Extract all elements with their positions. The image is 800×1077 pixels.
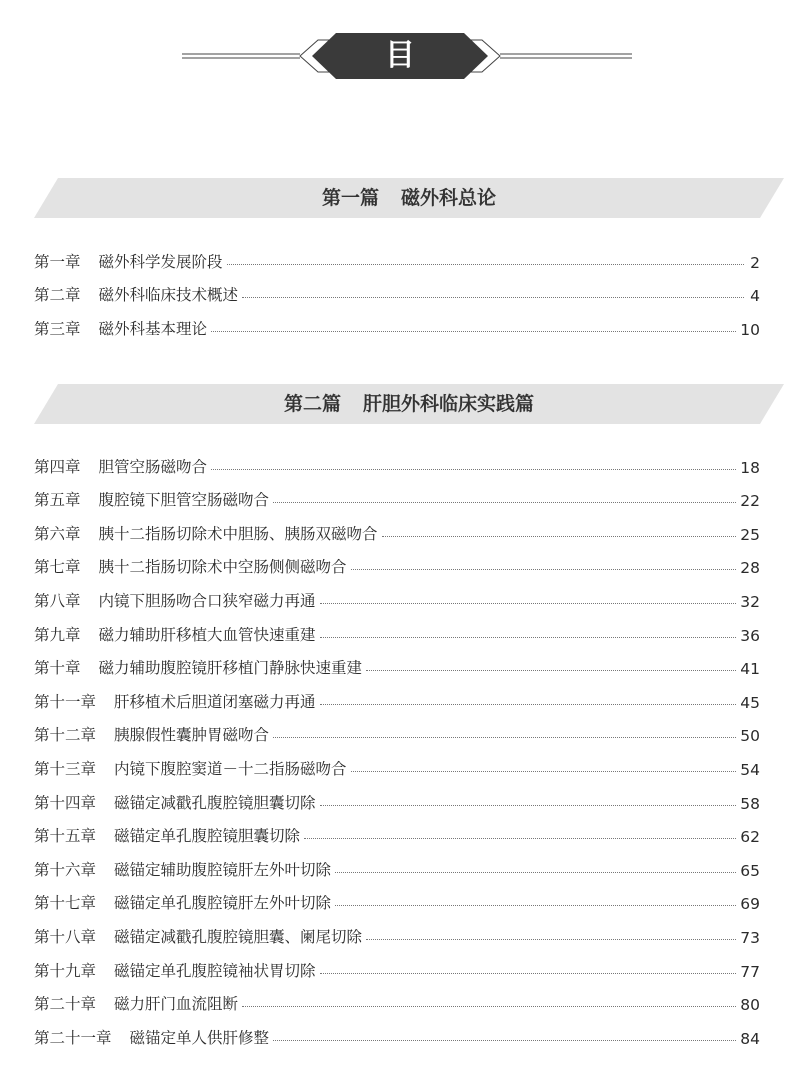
dot-leader: [366, 939, 736, 940]
chapter-number: 第三章: [34, 319, 81, 338]
toc-entry[interactable]: [34, 813, 760, 847]
chapter-number: 第十章: [34, 659, 81, 678]
chapter-title: 磁锚定单孔腹腔镜胆囊切除: [114, 827, 301, 846]
toc-entry[interactable]: [34, 305, 760, 339]
chapter-title: 磁锚定单孔腹腔镜袖状胃切除: [114, 961, 316, 980]
page-number: 4: [750, 287, 760, 306]
page-number: 32: [740, 592, 760, 611]
chapter-title: 胰十二指肠切除术中胆肠、胰肠双磁吻合: [98, 524, 378, 543]
toc-entry[interactable]: [34, 443, 760, 477]
page-number: 62: [740, 828, 760, 847]
chapter-number: 第二十一章: [34, 1028, 112, 1047]
page-number: 69: [740, 895, 760, 914]
chapter-title: 磁锚定单孔腹腔镜肝左外叶切除: [114, 894, 332, 913]
toc-entry[interactable]: [34, 544, 760, 578]
chapter-title: 内镜下胆肠吻合口狭窄磁力再通: [98, 591, 316, 610]
dot-leader: [242, 1006, 736, 1007]
chapter-title: 磁外科临床技术概述: [98, 286, 239, 305]
toc-header: [0, 0, 800, 113]
part-banner-1: [34, 178, 784, 218]
part-number: 第一篇: [321, 187, 379, 209]
dot-leader: [211, 331, 736, 332]
dot-leader: [320, 704, 737, 705]
chapter-number: 第十一章: [34, 692, 97, 711]
chapter-number: 第八章: [34, 591, 81, 610]
chapter-number: 第一章: [34, 252, 81, 271]
page-number: 25: [740, 525, 760, 544]
part-name: 肝胆外科临床实践篇: [363, 393, 535, 415]
dot-leader: [304, 838, 736, 839]
chapter-number: 第十三章: [34, 759, 97, 778]
toc-entry[interactable]: [34, 745, 760, 779]
chapter-number: 第十五章: [34, 827, 97, 846]
page-number: 50: [740, 727, 760, 746]
chapter-list-part-1: [34, 238, 760, 339]
page-number: 73: [740, 928, 760, 947]
dot-leader: [227, 264, 744, 265]
chapter-title: 胰腺假性囊肿胃磁吻合: [114, 726, 270, 745]
toc-entry[interactable]: [34, 238, 760, 272]
page-number: 58: [740, 794, 760, 813]
toc-entry[interactable]: [34, 577, 760, 611]
chapter-title: 磁锚定单人供肝修整: [129, 1028, 270, 1047]
chapter-number: 第十六章: [34, 860, 97, 879]
part-title-1: [34, 178, 784, 218]
toc-entry[interactable]: [34, 779, 760, 813]
page-number: 18: [740, 458, 760, 477]
part-title-2: [34, 384, 784, 424]
chapter-title: 磁力辅助肝移植大血管快速重建: [98, 625, 316, 644]
chapter-title: 胆管空肠磁吻合: [98, 457, 208, 476]
toc-entry[interactable]: [34, 510, 760, 544]
chapter-title: 磁锚定辅助腹腔镜肝左外叶切除: [114, 860, 332, 879]
dot-leader: [335, 872, 736, 873]
chapter-number: 第五章: [34, 491, 81, 510]
toc-entry[interactable]: [34, 678, 760, 712]
chapter-title: 磁锚定减戳孔腹腔镜胆囊、阑尾切除: [114, 927, 363, 946]
dot-leader: [366, 670, 736, 671]
dot-leader: [320, 805, 737, 806]
dot-leader: [320, 973, 737, 974]
part-number: 第二篇: [283, 393, 341, 415]
dot-leader: [211, 469, 736, 470]
chapter-number: 第十九章: [34, 961, 97, 980]
dot-leader: [351, 771, 737, 772]
page-number: 84: [740, 1029, 760, 1048]
chapter-title: 内镜下腹腔窦道－十二指肠磁吻合: [114, 759, 347, 778]
chapter-number: 第九章: [34, 625, 81, 644]
chapter-title: 磁力肝门血流阻断: [114, 995, 239, 1014]
dot-leader: [320, 603, 737, 604]
part-banner-2: [34, 384, 784, 424]
chapter-title: 磁锚定减戳孔腹腔镜胆囊切除: [114, 793, 316, 812]
dot-leader: [382, 536, 737, 537]
toc-entry[interactable]: [34, 846, 760, 880]
chapter-number: 第十二章: [34, 726, 97, 745]
page-number: 54: [740, 760, 760, 779]
page-number: 2: [750, 253, 760, 272]
dot-leader: [242, 297, 744, 298]
chapter-number: 第六章: [34, 524, 81, 543]
page-number: 45: [740, 693, 760, 712]
page-number: 80: [740, 996, 760, 1015]
page-number: 41: [740, 660, 760, 679]
toc-entry[interactable]: [34, 947, 760, 981]
chapter-number: 第二章: [34, 286, 81, 305]
chapter-number: 第二十章: [34, 995, 97, 1014]
chapter-title: 肝移植术后胆道闭塞磁力再通: [114, 692, 316, 711]
page-number: 22: [740, 492, 760, 511]
chapter-number: 第七章: [34, 558, 81, 577]
chapter-title: 腹腔镜下胆管空肠磁吻合: [98, 491, 270, 510]
page-title: 目 录: [385, 38, 441, 113]
dot-leader: [273, 1040, 736, 1041]
dot-leader: [351, 569, 737, 570]
page-number: 65: [740, 861, 760, 880]
toc-entry[interactable]: [34, 272, 760, 306]
toc-entry[interactable]: [34, 880, 760, 914]
chapter-number: 第十四章: [34, 793, 97, 812]
dot-leader: [273, 502, 736, 503]
page-number: 36: [740, 626, 760, 645]
chapter-title: 磁力辅助腹腔镜肝移植门静脉快速重建: [98, 659, 363, 678]
chapter-title: 磁外科基本理论: [98, 319, 208, 338]
dot-leader: [335, 905, 736, 906]
toc-entry[interactable]: [34, 981, 760, 1015]
page-number: 10: [740, 320, 760, 339]
chapter-title: 磁外科学发展阶段: [98, 252, 223, 271]
toc-entry[interactable]: [34, 477, 760, 511]
page-number: 28: [740, 559, 760, 578]
toc-entry[interactable]: [34, 712, 760, 746]
chapter-number: 第十七章: [34, 894, 97, 913]
toc-entry[interactable]: [34, 645, 760, 679]
page-number: 77: [740, 962, 760, 981]
dot-leader: [273, 737, 736, 738]
chapter-number: 第十八章: [34, 927, 97, 946]
dot-leader: [320, 637, 737, 638]
chapter-number: 第四章: [34, 457, 81, 476]
toc-entry[interactable]: [34, 611, 760, 645]
chapter-title: 胰十二指肠切除术中空肠侧侧磁吻合: [98, 558, 347, 577]
toc-entry[interactable]: [34, 913, 760, 947]
part-name: 磁外科总论: [401, 187, 497, 209]
toc-entry[interactable]: [34, 1014, 760, 1048]
chapter-list-part-2: [34, 443, 760, 1048]
